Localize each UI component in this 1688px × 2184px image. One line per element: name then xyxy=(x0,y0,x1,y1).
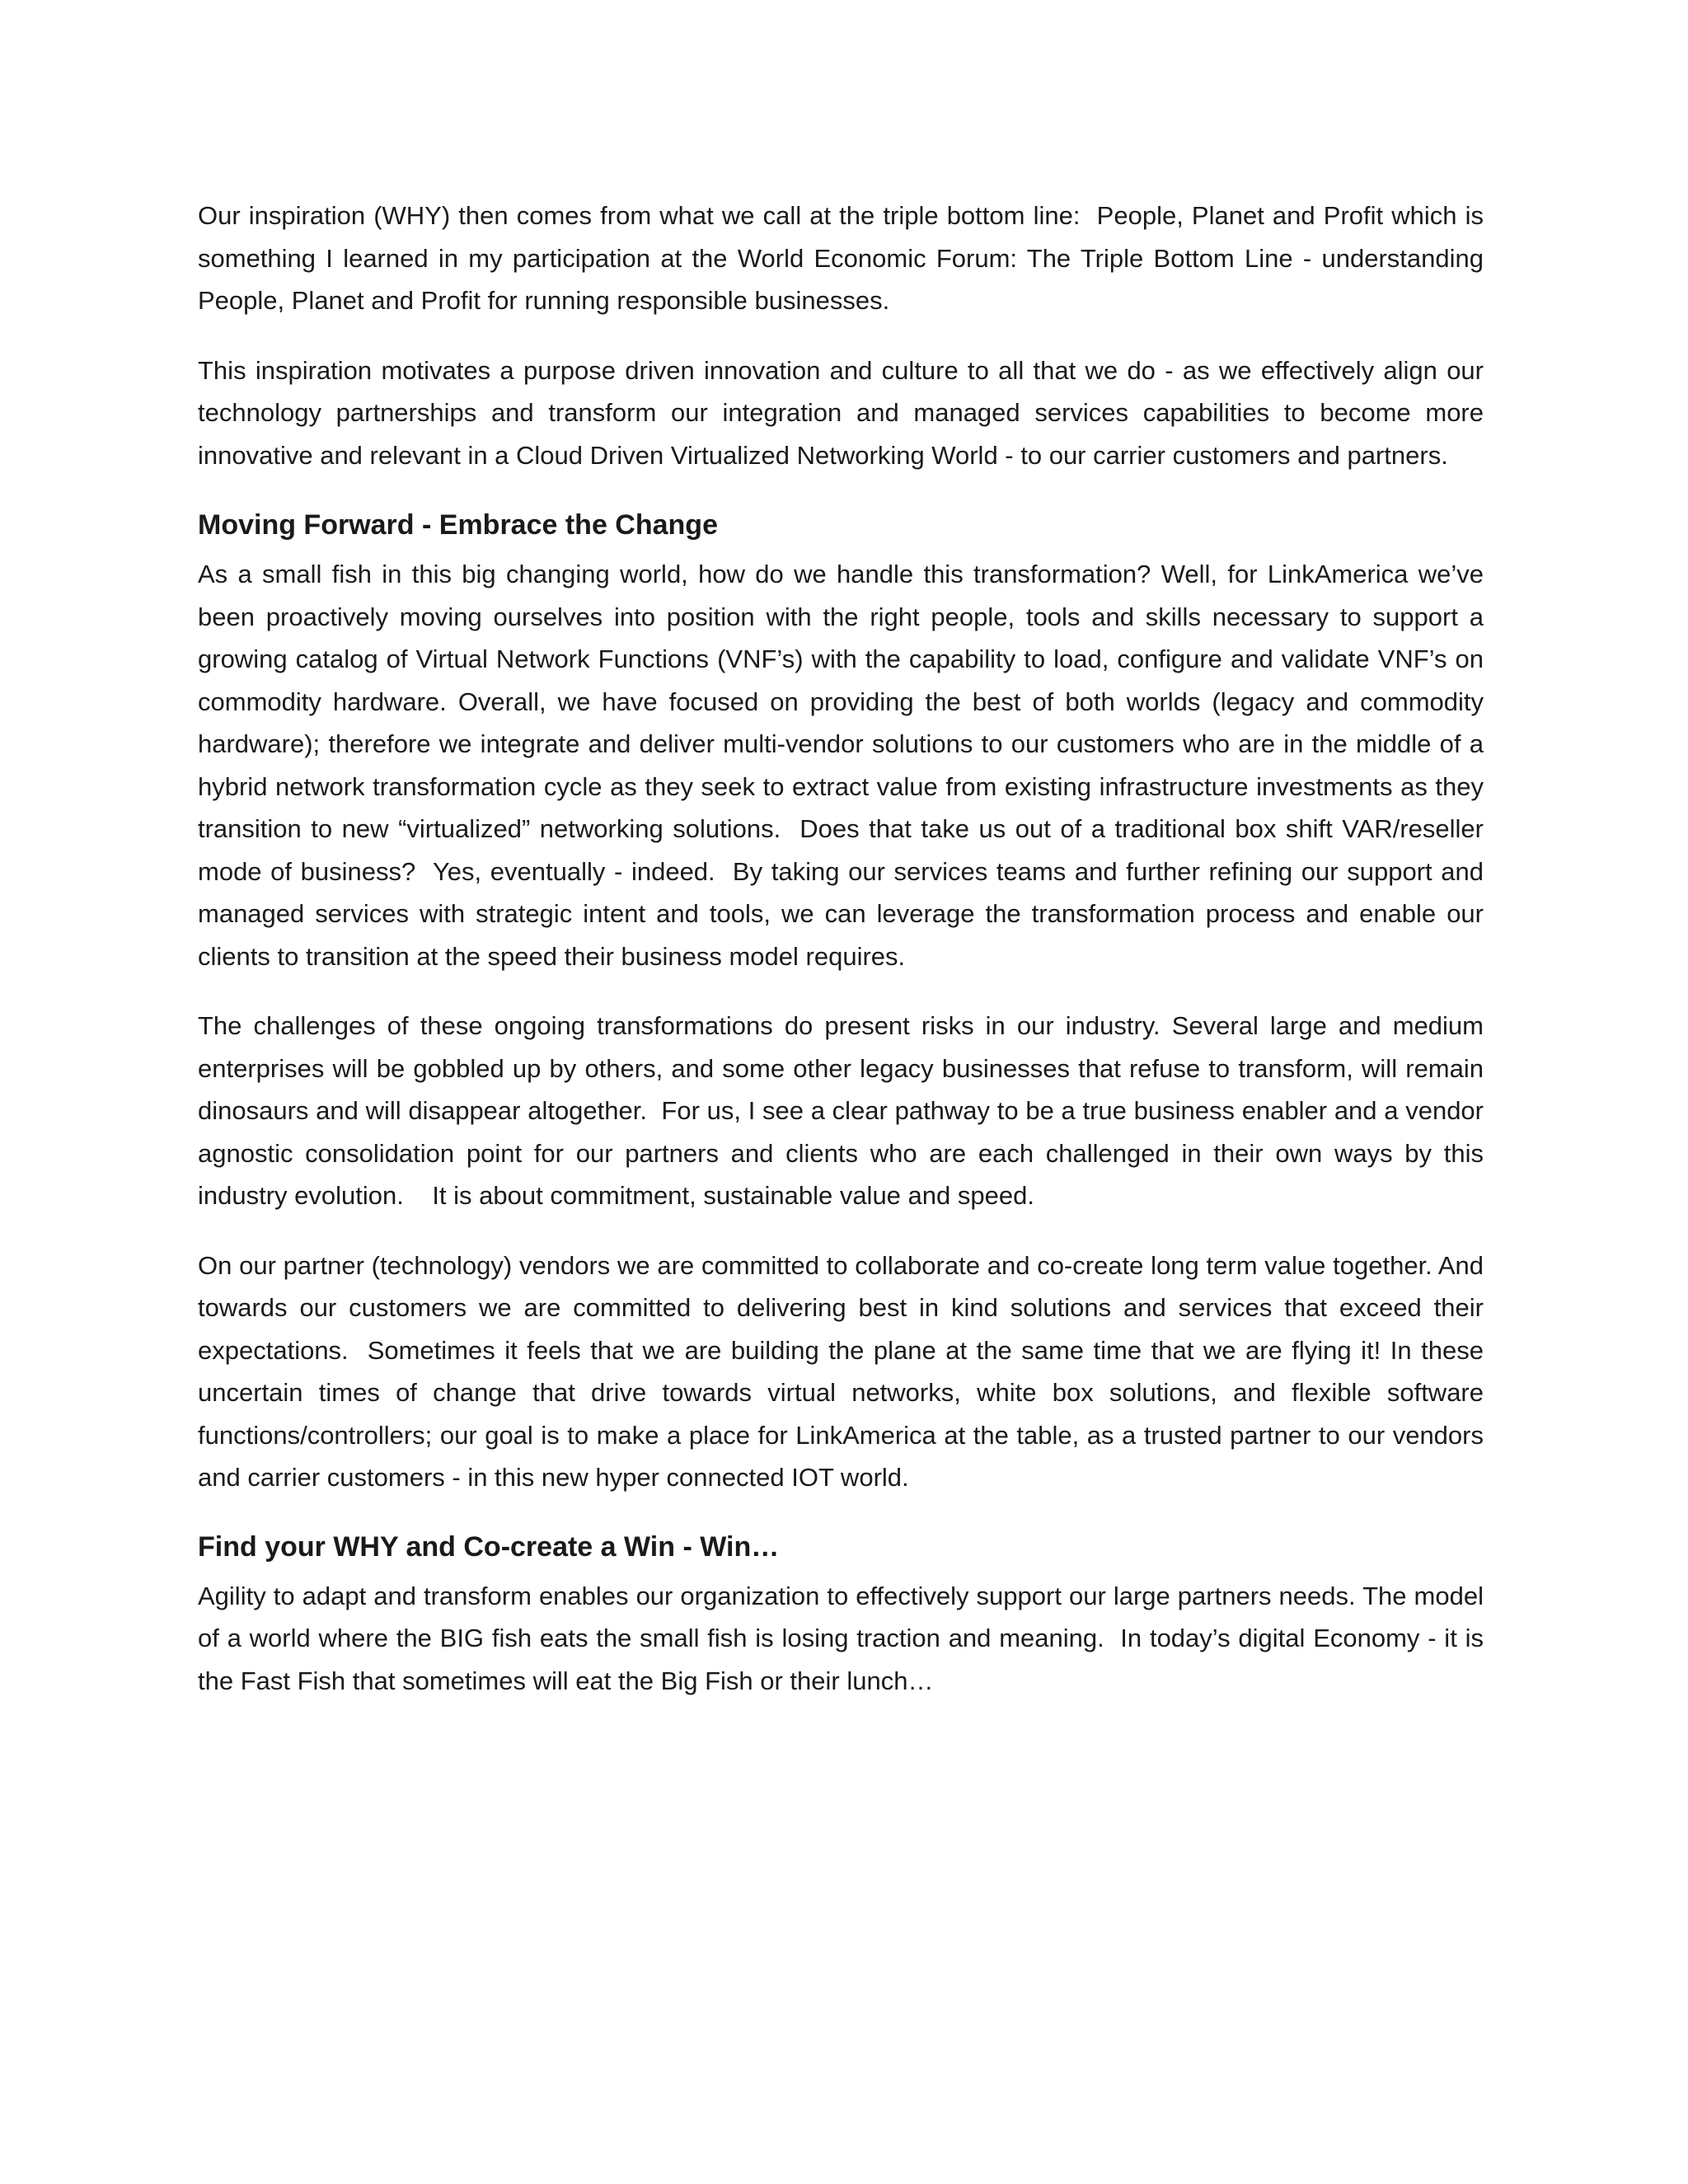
paragraph-partner-vendors: On our partner (technology) vendors we are committed to collaborate and co-create long term value together. And towards our customers we are committed to delivering best in kind solutions and services that exceed their expectations. Sometimes it feels that we are building the plane at the same time that we are flying it! In these uncertain times of change that drive towards virtual networks, white box solutions, and flexible software functions/controllers; our goal is to make a place for LinkAmerica at the table, as a trusted partner to our vendors and carrier customers - in this new hyper connected IOT world. xyxy=(198,1250,1491,1492)
paragraph-agility: Agility to adapt and transform enables our organization to effectively support our large partners needs. The model of a world where the BIG fish eats the small fish is losing traction and meaning. In today’s digital Economy - it is the Fast Fish that sometimes will eat the Big Fish or their lunch… xyxy=(198,1581,1491,1695)
paragraph-challenges: The challenges of these ongoing transformations do present risks in our industry. Several large and medium enterprises will be gobbled up by others, and some other legacy businesses that refuse to transform, will remain dinosaurs and will disappear altogether. For us, I see a clear pathway to be a true business enabler and a vendor agnostic consolidation point for our partners and clients who are each challenged in their own ways by this industry evolution. It is about commitment, sustainable value and speed. xyxy=(198,1011,1491,1210)
section-heading-find-your-why: Find your WHY and Co-create a Win - Win… xyxy=(198,1530,780,1563)
paragraph-inspiration: This inspiration motivates a purpose driven innovation and culture to all that we do - as we effectively align our technology partnerships and transform our integration and managed services capabilities to become more innovative and relevant in a Cloud Driven Virtualized Networking World - to our carrier customers and partners. xyxy=(198,355,1491,470)
section-heading-moving-forward: Moving Forward - Embrace the Change xyxy=(198,509,718,541)
document-page xyxy=(198,194,1491,1729)
paragraph-triple-bottom-line: Our inspiration (WHY) then comes from what we call at the triple bottom line: People, Planet and Profit which is something I learned in my participation at the World Economic Forum: The Triple Bottom Line - understanding People, Planet and Profit for running responsible businesses. xyxy=(198,201,1491,315)
paragraph-small-fish: As a small fish in this big changing world, how do we handle this transformation? Well, for LinkAmerica we’ve been proactively moving ourselves into position with the right people, tools and skills necessary to support a growing catalog of Virtual Network Functions (VNF’s) with the capability to load, configure and validate VNF’s on commodity hardware. Overall, we have focused on providing the best of both worlds (legacy and commodity hardware); therefore we integrate and deliver multi-vendor solutions to our customers who are in the middle of a hybrid network transformation cycle as they seek to extract value from existing infrastructure investments as they transition to new “virtualized” networking solutions. Does that take us out of a traditional box shift VAR/reseller mode of business? Yes, eventually - indeed. By taking our services teams and further refining our support and managed services with strategic intent and tools, we can leverage the transformation process and enable our clients to transition at the speed their business model requires. xyxy=(198,560,1491,971)
